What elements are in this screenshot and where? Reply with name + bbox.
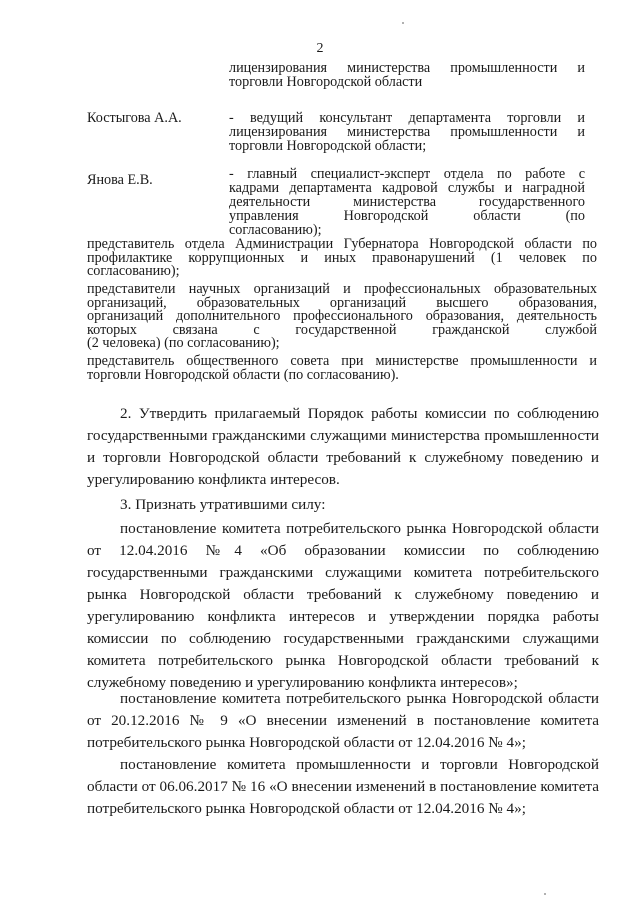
- text-line: торговли Новгородской области: [229, 74, 423, 90]
- text-line: 2. Утвердить прилагаемый Порядок работы комиссии по соблюдению: [120, 405, 599, 422]
- text-line: организаций дополнительного профессионального образования, деятельность: [87, 308, 597, 324]
- text-line: согласованию);: [87, 263, 180, 279]
- text-line: торговли Новгородской области;: [229, 138, 427, 154]
- text-line: представитель отдела Администрации Губернатора Новгородской области по: [87, 236, 597, 252]
- member-description: [229, 111, 585, 153]
- member-name: Костыгова А.А.: [87, 110, 182, 126]
- text-line: организаций, образовательных организаций высшего образования,: [87, 294, 597, 311]
- repealed-act-item: [87, 688, 599, 754]
- representative-item: [87, 238, 597, 279]
- text-line: комиссии по соблюдению государственными гражданскими служащими: [87, 630, 599, 647]
- text-line: 3. Признать утратившими силу:: [120, 496, 326, 513]
- paragraph-repeal-heading: [87, 494, 599, 516]
- text-line: торговли Новгородской области (по согласованию).: [87, 366, 399, 383]
- page-number: 2: [316, 41, 324, 56]
- text-line: которых связана с государственной гражданской службой: [87, 321, 597, 338]
- text-line: государственными гражданскими служащими министерства промышленности: [87, 427, 599, 444]
- text-line: управления Новгородской области (по: [229, 208, 585, 224]
- text-line: постановление комитета потребительского рынка Новгородской области: [120, 690, 599, 707]
- representative-item: [87, 355, 597, 382]
- member-description: [229, 167, 585, 237]
- text-line: постановление комитета потребительского рынка Новгородской области: [120, 520, 599, 537]
- text-line: комитета потребительского рынка Новгородской области требований к: [87, 652, 599, 669]
- text-line: представитель общественного совета при министерстве промышленности и: [87, 353, 597, 369]
- text-line: (2 человека) (по согласованию);: [87, 335, 280, 351]
- text-line: - ведущий консультант департамента торговли и: [229, 110, 585, 126]
- text-line: потребительского рынка Новгородской области от 12.04.2016 № 4»;: [87, 734, 526, 751]
- text-line: лицензирования министерства промышленности и: [229, 124, 585, 140]
- representative-item: [87, 283, 597, 351]
- text-line: государственными гражданскими служащими комитета потребительского: [87, 564, 599, 581]
- repealed-act-item: [87, 754, 599, 820]
- scan-artifact: [544, 893, 546, 895]
- scan-artifact: [402, 22, 404, 24]
- continuation-description: [229, 61, 585, 89]
- text-line: урегулированию конфликта интересов.: [87, 471, 340, 488]
- repealed-act-item: [87, 518, 599, 694]
- paragraph-approve-procedure: [87, 403, 599, 491]
- text-line: - главный специалист-эксперт отдела по работе с: [229, 166, 585, 182]
- text-line: служебному поведению и урегулированию конфликта интересов»;: [87, 674, 518, 691]
- text-line: потребительского рынка Новгородской области от 12.04.2016 № 4»;: [87, 800, 526, 817]
- text-line: профилактике коррупционных и иных правонарушений (1 человек по: [87, 249, 597, 266]
- text-line: постановление комитета промышленности и торговли Новгородской: [120, 756, 599, 773]
- text-line: рынка Новгородской области требований к служебному поведению и: [87, 586, 599, 603]
- text-line: и торговли Новгородской области требований к служебному поведению и: [87, 449, 599, 466]
- text-line: от 12.04.2016 №4 «Об образовании комиссии по соблюдению: [87, 542, 599, 559]
- text-line: лицензирования министерства промышленности и: [229, 60, 585, 76]
- text-line: от 20.12.2016 № 9 «О внесении изменений в постановление комитета: [87, 712, 599, 729]
- text-line: согласованию);: [229, 222, 322, 238]
- member-name: Янова Е.В.: [87, 172, 153, 188]
- text-line: области от 06.06.2017 № 16 «О внесении изменений в постановление комитета: [87, 778, 599, 795]
- text-line: кадрами департамента кадровой службы и наградной: [229, 180, 585, 196]
- text-line: деятельности министерства государственного: [229, 194, 585, 210]
- text-line: представители научных организаций и профессиональных образовательных: [87, 281, 597, 297]
- text-line: урегулированию конфликта интересов и утверждении порядка работы: [87, 608, 599, 625]
